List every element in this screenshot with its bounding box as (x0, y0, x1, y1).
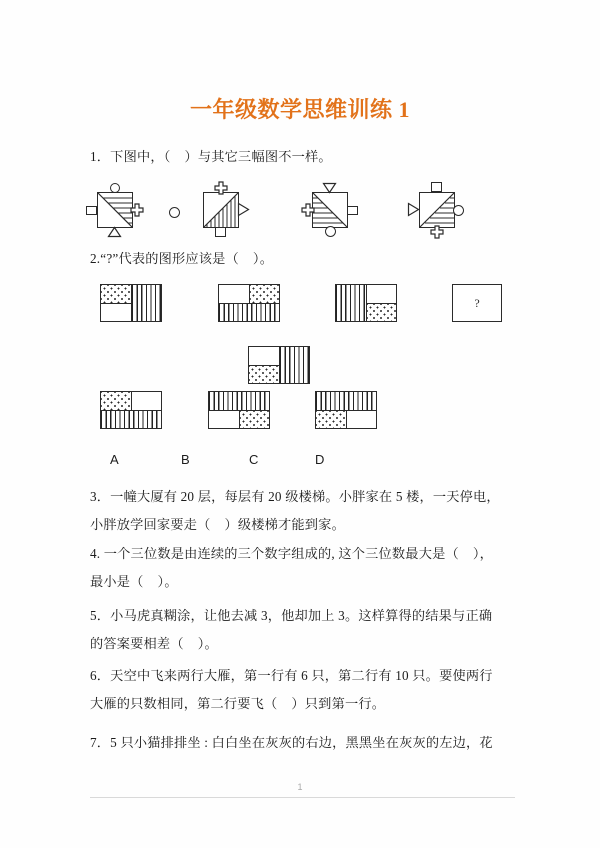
question-4-text (90, 544, 520, 592)
pattern-box-2 (218, 284, 280, 322)
pattern-box-1-right-stripes (131, 285, 161, 321)
option-box-a[interactable] (100, 391, 162, 429)
knob-circle-right (453, 205, 464, 216)
option-c-top-stripes (316, 392, 376, 410)
knob-cross-top (215, 182, 227, 194)
option-box-b[interactable] (208, 391, 270, 429)
knob-rectangle-top (431, 182, 442, 192)
option-label-d: D (315, 452, 325, 467)
hatch-lines-horizontal (419, 192, 455, 228)
knob-rectangle-bottom (215, 227, 226, 237)
knob-cross-left (302, 204, 314, 216)
cell-white (346, 410, 376, 428)
question-3-text (90, 487, 520, 535)
cell-dots (101, 392, 131, 410)
question-6-line-1: 6．天空中飞来两行大雁，第一行有 6 只，第二行有 10 只。要使两行 (90, 668, 493, 683)
knob-circle-bottom (325, 226, 336, 237)
knob-rectangle-right (347, 206, 358, 215)
small-circle-marker (169, 207, 180, 218)
cell-dots (249, 285, 279, 303)
footer-divider (90, 797, 515, 798)
question-mark-symbol: ? (474, 295, 480, 310)
cell-white (101, 303, 131, 321)
question-5-text (90, 606, 520, 654)
knob-cross-bottom (431, 226, 443, 238)
knob-triangle-down-top (323, 183, 336, 193)
option-c-bottom (316, 410, 376, 428)
pattern-box-middle-right-stripes (279, 347, 309, 383)
question-5-line-1: 5．小马虎真糊涂，让他去减 3，他却加上 3。这样算得的结果与正确 (90, 608, 493, 623)
cell-white (249, 347, 279, 365)
cell-white (219, 285, 249, 303)
cell-white (209, 410, 239, 428)
knob-triangle-down (108, 227, 121, 237)
pattern-box-2-bottom-stripes (219, 303, 279, 321)
hatch-lines-vertical (203, 192, 239, 228)
cell-white (131, 392, 161, 410)
pattern-box-question (452, 284, 502, 322)
question-3-line-2: 小胖放学回家要走（ ）级楼梯才能到家。 (90, 517, 345, 532)
cell-white (367, 285, 396, 303)
question-6-text (90, 666, 520, 714)
question-4-line-1: 4. 一个三位数是由连续的三个数字组成的, 这个三位数最大是（ ）， (90, 546, 494, 561)
puzzle-piece-1 (97, 192, 133, 228)
question-4-line-2: 最小是（ ）。 (90, 574, 178, 589)
knob-triangle-right (238, 203, 249, 216)
hatch-lines-horizontal (97, 192, 133, 228)
knob-cross-right (131, 204, 143, 216)
page-number: 1 (297, 782, 303, 792)
knob-circle-top (110, 183, 120, 193)
pattern-box-1-left (101, 285, 131, 321)
cell-dots (316, 410, 346, 428)
option-label-c: C (249, 452, 259, 467)
question-1-text (90, 147, 520, 167)
question-2-text (90, 249, 520, 269)
option-b-top-stripes (209, 392, 269, 410)
question-1-line-1: 1．下图中，（ ）与其它三幅图不一样。 (90, 149, 332, 164)
option-box-c[interactable] (315, 391, 377, 429)
puzzle-piece-2 (203, 192, 239, 228)
hatch-lines-horizontal (312, 192, 348, 228)
pattern-box-3 (335, 284, 397, 322)
pattern-box-middle (248, 346, 310, 384)
pattern-box-middle-left (249, 347, 279, 383)
question-2-line-1: 2.“?”代表的图形应该是（ ）。 (90, 251, 274, 266)
question-6-line-2: 大雁的只数相同，第二行要飞（ ）只到第一行。 (90, 696, 386, 711)
pattern-box-1 (100, 284, 162, 322)
page-title: 一年级数学思维训练 1 (189, 97, 410, 122)
question-3-line-1: 3．一幢大厦有 20 层，每层有 20 级楼梯。小胖家在 5 楼，一天停电， (90, 489, 500, 504)
pattern-box-2-top (219, 285, 279, 303)
option-a-bottom-stripes (101, 410, 161, 428)
puzzle-piece-4 (419, 192, 455, 228)
question-5-line-2: 的答案要相差（ ）。 (90, 636, 218, 651)
pattern-box-3-left-stripes (336, 285, 366, 321)
cell-dots (249, 365, 279, 383)
knob-triangle-right-left (408, 203, 419, 216)
question-7-line-1: 7．5 只小猫排排坐 : 白白坐在灰灰的右边，黑黑坐在灰灰的左边，花 (90, 735, 493, 750)
option-label-a: A (110, 452, 119, 467)
cell-dots (239, 410, 269, 428)
pattern-box-3-right (366, 285, 396, 321)
cell-dots (367, 303, 396, 321)
puzzle-piece-3 (312, 192, 348, 228)
option-a-top (101, 392, 161, 410)
cell-dots (101, 285, 131, 303)
question-7-text (90, 733, 520, 753)
knob-rectangle-left (86, 206, 97, 215)
option-label-b: B (181, 452, 190, 467)
option-b-bottom (209, 410, 269, 428)
